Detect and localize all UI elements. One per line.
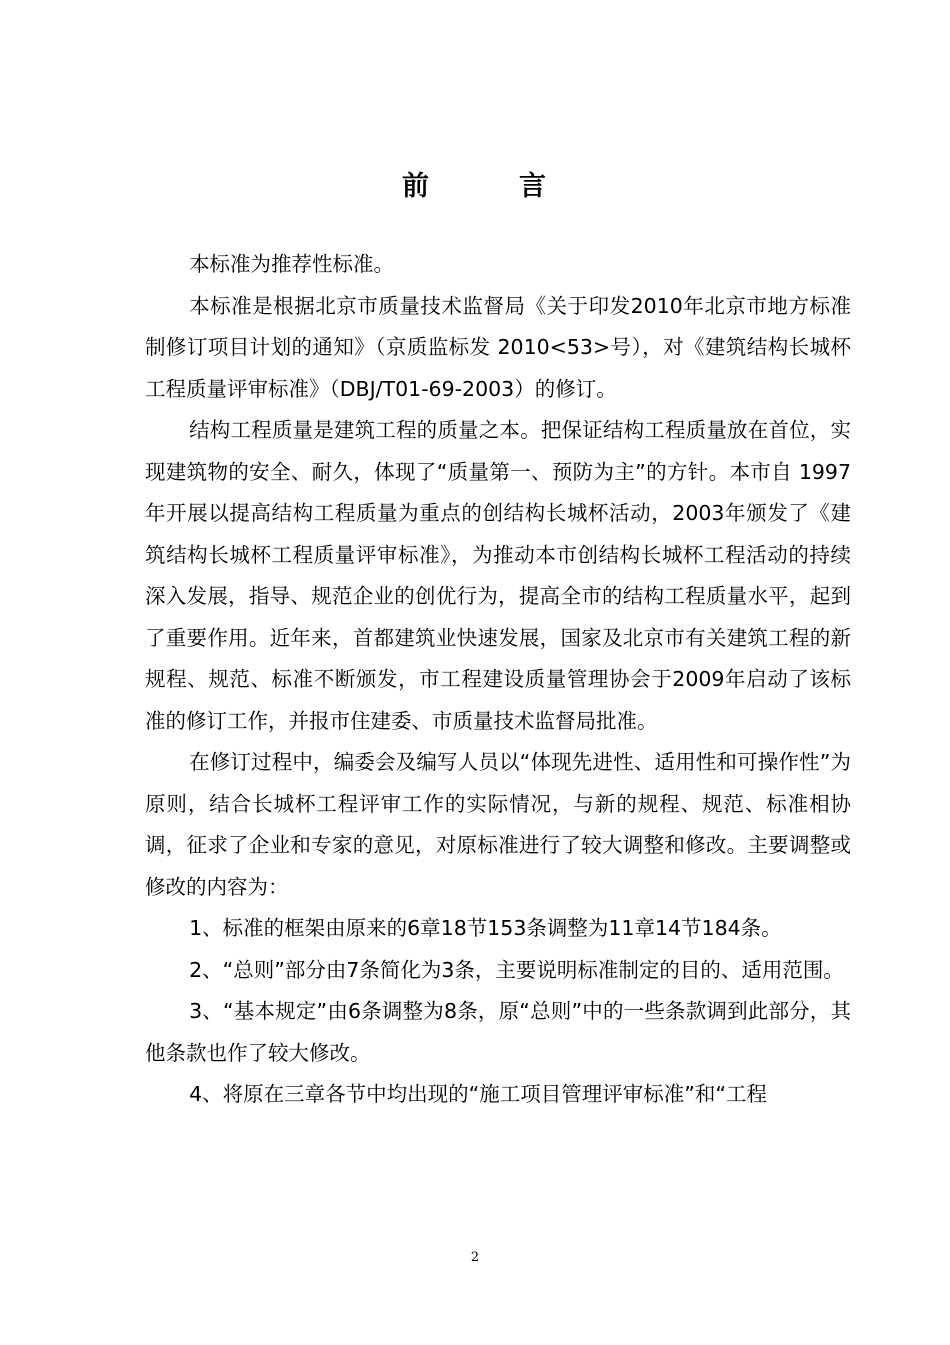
page-title (0, 164, 950, 203)
list-item-2: 2、“总则”部分由7条简化为3条，主要说明标准制定的目的、适用范围。 (189, 957, 844, 982)
list-item-4: 4、将原在三章各节中均出现的“施工项目管理评审标准”和“工程 (189, 1082, 767, 1106)
paragraph-3: 结构工程质量是建筑工程的质量之本。把保证结构工程质量放在首位，实现建筑物的安全、耐久，体现了“质量第一、预防为主”的方针。本市自 1997 年开展以提高结构工程质量为重点的创结构长城杯活动，2003年颁发了《建筑结构长城杯工程质量评审标准》，为推动本市创结构长城杯工程活动的持续深入发展，指导、规范企业的创优行为，提高全市的结构工程质量水平，起到了重要作用。近年来，首都建筑业快速发展，国家及北京市有关建筑工程的新规程、规范、标准不断颁发，市工程建设质量管理协会于2009年启动了该标准的修订工作，并报市住建委、市质量技术监督局批准。 (145, 418, 851, 733)
page-number: 2 (470, 1250, 480, 1265)
paragraph-1: 本标准为推荐性标准。 (189, 252, 395, 276)
title-char-2: 言 (519, 171, 548, 202)
title-char-1: 前 (402, 171, 431, 202)
body-text (145, 244, 851, 1116)
list-item-1: 1、标准的框架由原来的6章18节153条调整为11章14节184条。 (189, 916, 782, 940)
paragraph-2: 本标准是根据北京市质量技术监督局《关于印发2010年北京市地方标准制修订项目计划的通知》（京质监标发 2010<53>号），对《建筑结构长城杯工程质量评审标准》（DBJ/T01-69-2003）的修订。 (145, 293, 851, 401)
paragraph-4: 在修订过程中，编委会及编写人员以“体现先进性、适用性和可操作性”为原则，结合长城杯工程评审工作的实际情况，与新的规程、规范、标准相协调，征求了企业和专家的意见，对原标准进行了较大调整和修改。主要调整或修改的内容为： (145, 750, 851, 899)
list-item-3: 3、“基本规定”由6条调整为8条，原“总则”中的一些条款调到此部分，其他条款也作了较大修改。 (145, 999, 851, 1065)
